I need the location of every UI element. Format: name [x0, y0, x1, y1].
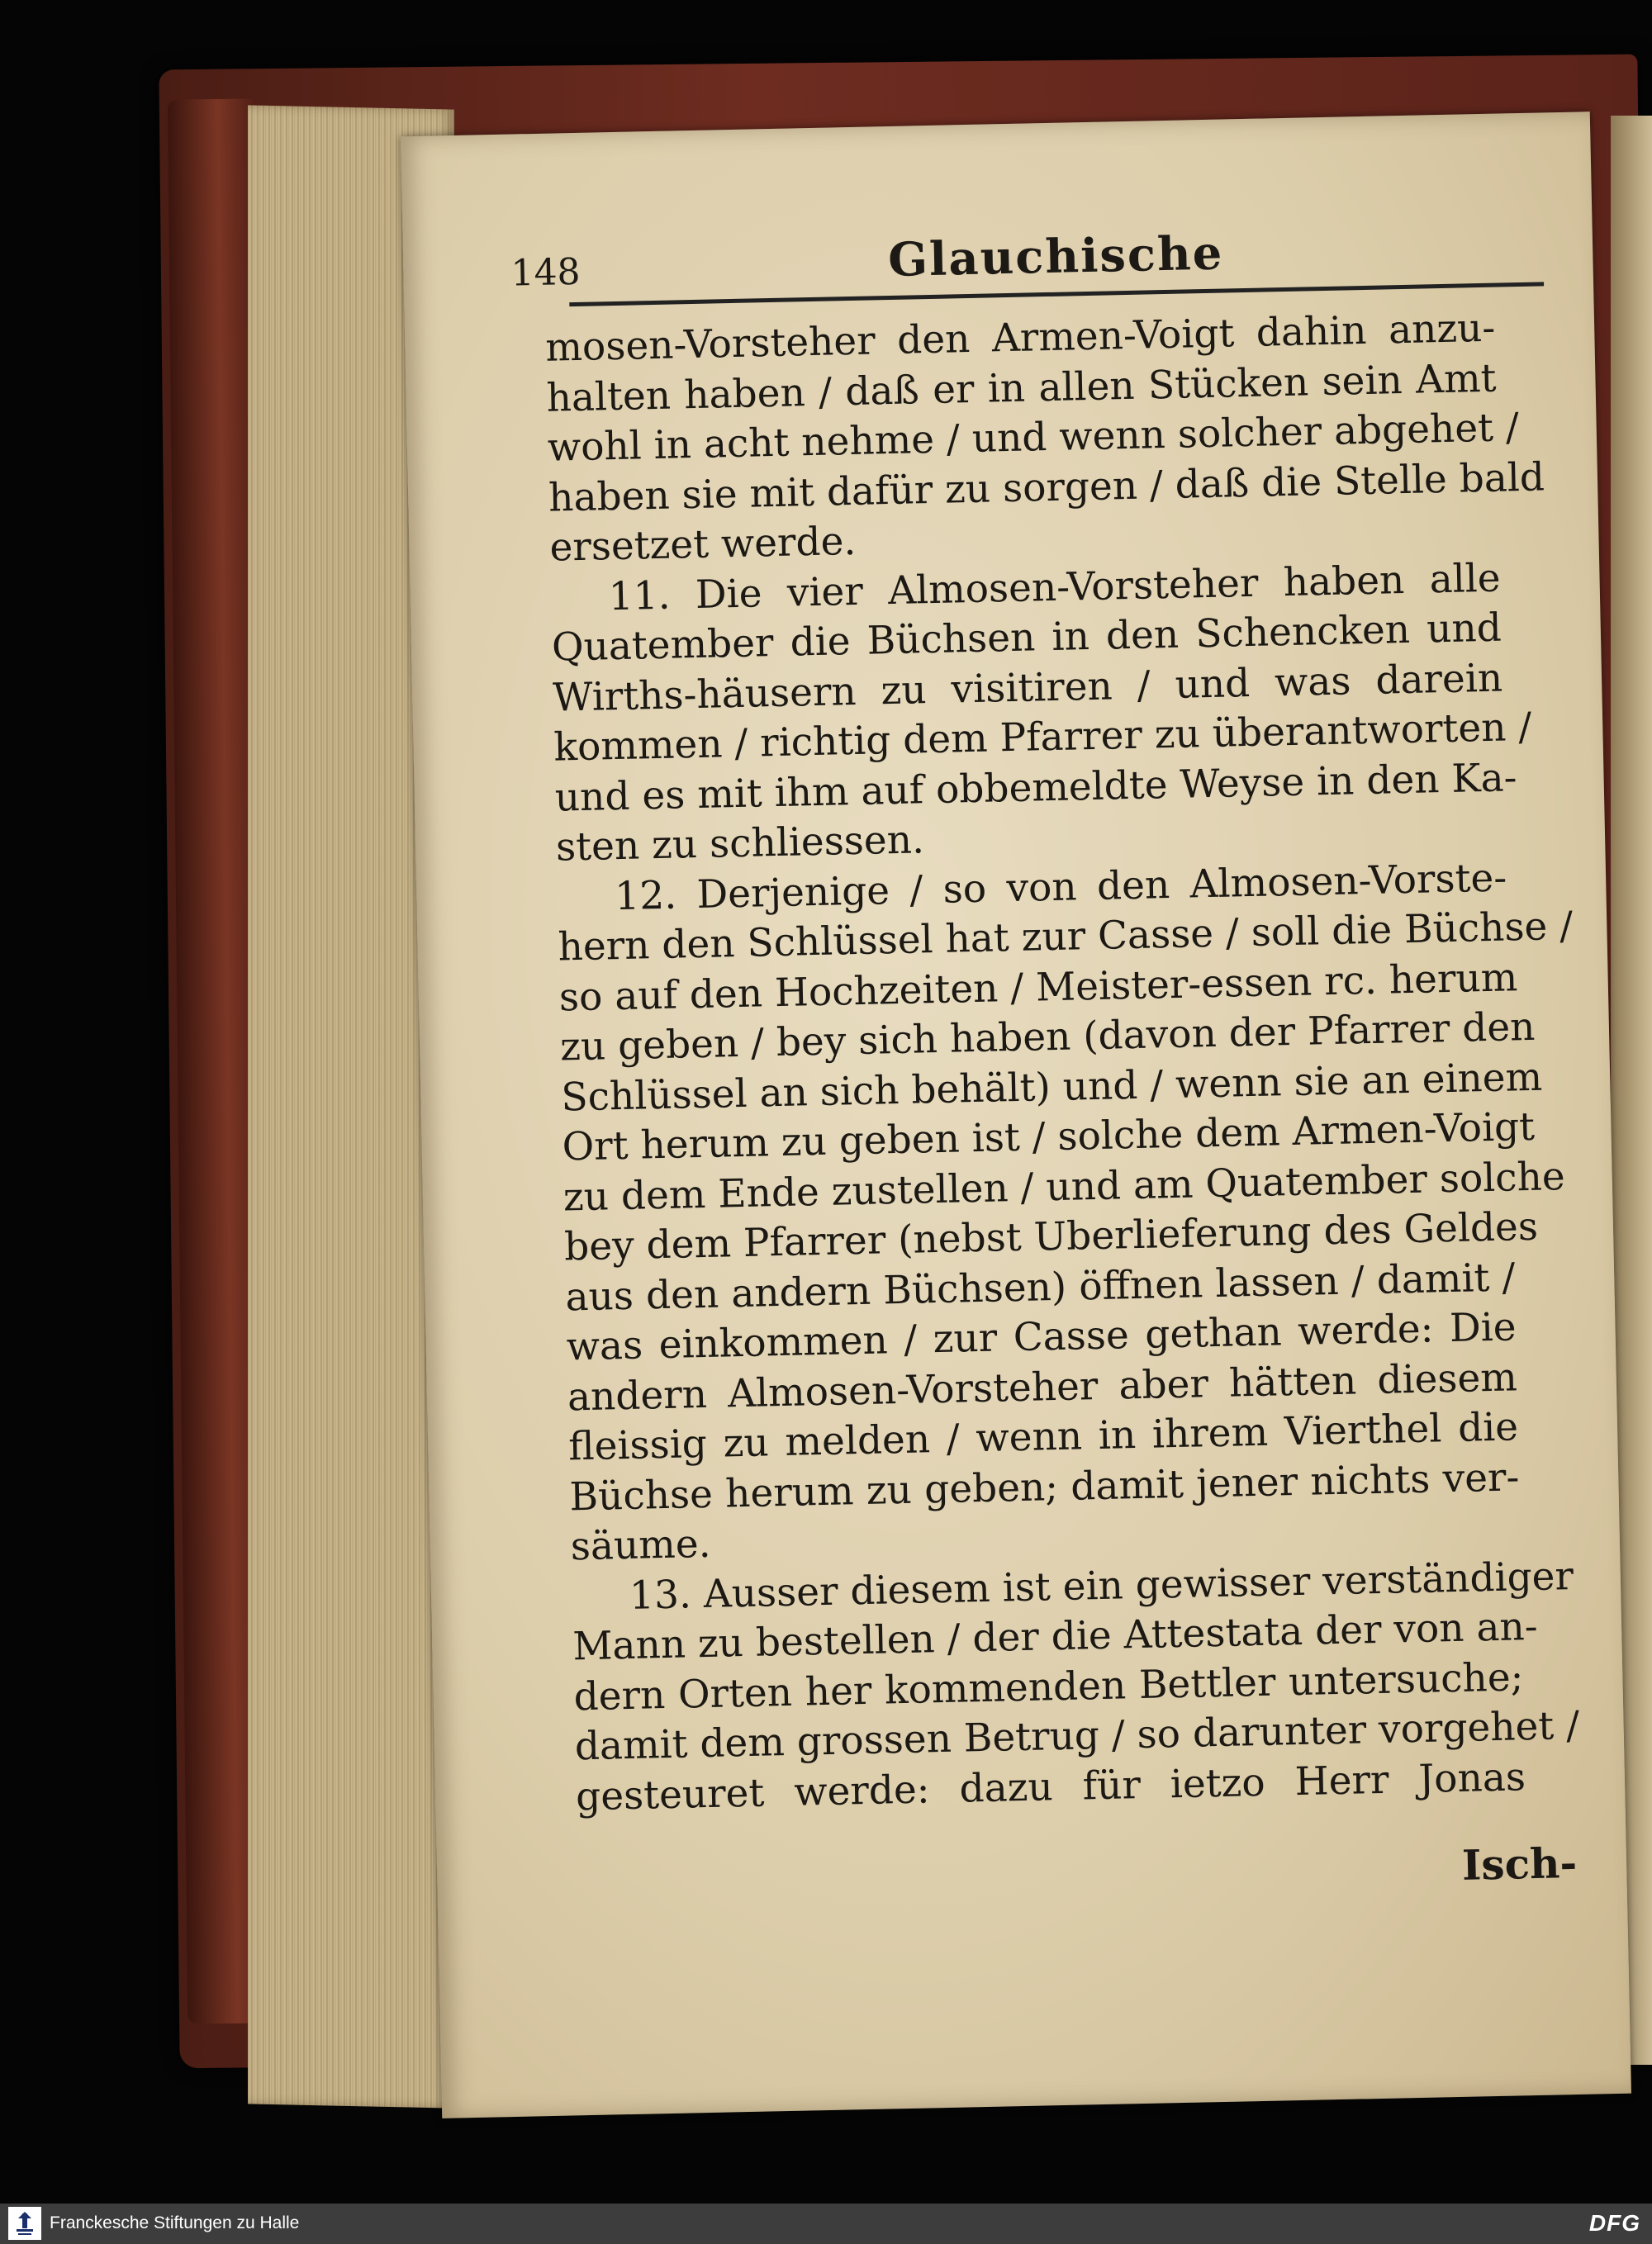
- text-line: Wirths-häusern zu visitiren / und was darein: [552, 655, 1503, 721]
- text-line: zu geben / bey sich haben (davon der Pfarrer den: [559, 1003, 1536, 1070]
- institution-logo-icon[interactable]: [8, 2207, 41, 2240]
- text-line: fleissig zu melden / wenn in ihrem Vierthel die: [567, 1404, 1519, 1470]
- text-line: 13. Ausser diesem ist ein gewisser verständiger: [629, 1553, 1574, 1619]
- text-line: kommen / richtig dem Pfarrer zu überantworten /: [553, 704, 1532, 771]
- text-line: hern den Schlüssel hat zur Casse / soll die Büchse /: [558, 903, 1574, 970]
- text-line: mosen-Vorsteher den Armen-Voigt dahin anzu-: [544, 305, 1496, 371]
- page-number: 148: [510, 250, 582, 295]
- text-line: säume.: [570, 1521, 712, 1570]
- text-line: Büchse herum zu geben; damit jener nichts ver-: [568, 1454, 1520, 1520]
- text-line: dern Orten her kommenden Bettler untersuche;: [573, 1653, 1524, 1720]
- text-line: 11. Die vier Almosen-Vorsteher haben alle: [608, 555, 1502, 619]
- text-line: Ort herum zu geben ist / solche dem Armen-Voigt: [562, 1103, 1536, 1170]
- text-line: Mann zu bestellen / der die Attestata der von an-: [572, 1603, 1539, 1670]
- dfg-logo[interactable]: DFG: [1588, 2210, 1640, 2236]
- running-head: Glauchische: [887, 225, 1224, 288]
- text-line: gesteuret werde: dazu für ietzo Herr Jonas: [575, 1753, 1526, 1819]
- text-line: 12. Derjenige / so von den Almosen-Vorste-: [614, 855, 1507, 919]
- catchword: Isch-: [1461, 1838, 1578, 1890]
- viewer-footer: [0, 2204, 1652, 2244]
- page-body: [544, 304, 1580, 1823]
- book-page: [401, 111, 1631, 2118]
- text-line: damit dem grossen Betrug / so darunter vorgehet /: [574, 1702, 1580, 1770]
- text-line: und es mit ihm auf obbemeldte Weyse in den Ka-: [554, 754, 1517, 821]
- text-line: bey dem Pfarrer (nebst Uberlieferung des Geldes: [563, 1203, 1539, 1270]
- text-line: wohl in acht nehme / und wenn solcher abgehet /: [547, 405, 1520, 471]
- text-line: so auf den Hochzeiten / Meister-essen rc. herum: [558, 954, 1518, 1021]
- text-line: haben sie mit dafür zu sorgen / daß die Stelle bald: [548, 453, 1545, 521]
- text-line: aus den andern Büchsen) öffnen lassen / damit /: [564, 1254, 1516, 1320]
- page-header: [510, 207, 1544, 306]
- institution-name[interactable]: Franckesche Stiftungen zu Halle: [50, 2213, 300, 2232]
- text-line: andern Almosen-Vorsteher aber hätten diesem: [567, 1354, 1518, 1420]
- text-line: halten haben / daß er in allen Stücken sein Amt: [546, 355, 1498, 421]
- text-line: Quatember die Büchsen in den Schencken und: [551, 605, 1502, 671]
- text-line: Schlüssel an sich behält) und / wenn sie an einem: [560, 1054, 1543, 1121]
- text-line: zu dem Ende zustellen / und am Quatember solche: [563, 1153, 1566, 1220]
- text-line: sten zu schliessen.: [555, 817, 925, 871]
- text-line: was einkommen / zur Casse gethan werde: Die: [566, 1304, 1517, 1370]
- text-line: ersetzet werde.: [548, 518, 857, 571]
